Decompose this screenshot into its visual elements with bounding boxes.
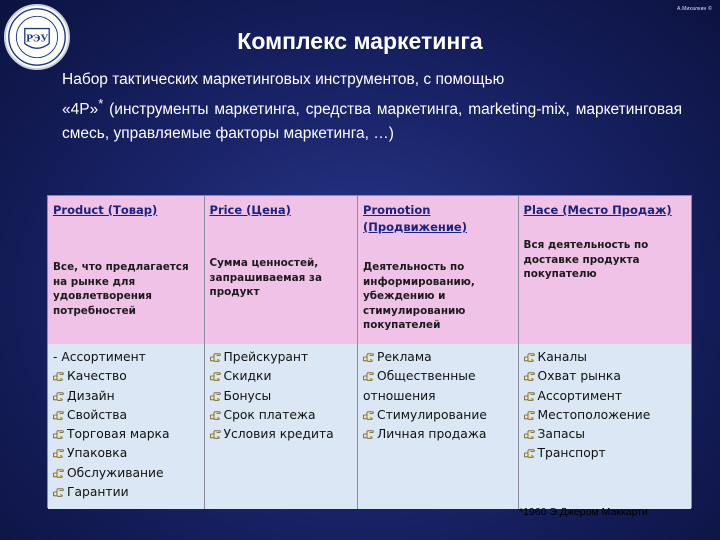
label-4p: «4P»	[62, 101, 99, 118]
list-item-label: Дизайн	[67, 388, 115, 403]
hand-pointer-icon	[210, 392, 221, 400]
col-product-header	[48, 196, 205, 344]
list-item	[524, 367, 687, 386]
hand-pointer-icon	[53, 430, 64, 438]
list-item-label: Срок платежа	[223, 407, 316, 422]
hand-pointer-icon	[53, 372, 64, 380]
list-item	[53, 464, 200, 483]
list-item	[363, 425, 514, 444]
col-description: Все, что предлагается на рынке для удовлетворения потребностей	[53, 261, 189, 317]
col-description: Вся деятельность по доставке продукта покупателю	[523, 239, 649, 280]
list-item	[210, 406, 354, 425]
author-label: А.Михалкин ©	[676, 6, 712, 12]
svg-text:РЭУ: РЭУ	[25, 33, 49, 45]
list-item	[210, 348, 354, 367]
list-item	[53, 367, 200, 386]
list-item	[53, 444, 200, 463]
hand-pointer-icon	[210, 353, 221, 361]
hand-pointer-icon	[210, 372, 221, 380]
list-item	[363, 406, 514, 425]
col-header: Promotion (Продвижение)	[363, 203, 467, 234]
list-item-label: Качество	[67, 369, 127, 384]
list-item	[363, 348, 514, 367]
intro-line2: (инструменты маркетинга, средства маркетинга, marketing-mix, маркетинговая смесь, управляемые факторы маркетинга, …)	[62, 101, 682, 142]
list-item-label: Прейскурант	[223, 350, 309, 364]
col-place-items	[519, 344, 691, 509]
hand-pointer-icon	[210, 411, 221, 419]
col-header: Place (Место Продаж)	[523, 203, 672, 217]
col-price-items	[205, 344, 359, 509]
hand-pointer-icon	[53, 392, 64, 400]
list-item-label: Охват рынка	[537, 369, 621, 384]
list-item	[524, 406, 687, 425]
list-item	[524, 348, 687, 367]
list-item-label: Ассортимент	[537, 388, 622, 403]
list-item-label: отношения	[363, 388, 436, 403]
list-item	[363, 387, 514, 406]
list-item-label: - Ассортимент	[53, 350, 146, 364]
hand-pointer-icon	[53, 411, 64, 419]
item-list	[53, 348, 200, 502]
header-row	[48, 196, 691, 344]
list-item-label: Бонусы	[223, 388, 272, 403]
items-row	[48, 344, 691, 509]
col-promotion-header	[358, 196, 519, 344]
list-item-label: Запасы	[537, 427, 585, 442]
col-price-header	[205, 196, 359, 344]
hand-pointer-icon	[524, 411, 535, 419]
hand-pointer-icon	[53, 449, 64, 457]
list-item-label: Реклама	[377, 350, 432, 364]
list-item-label: Каналы	[537, 350, 587, 364]
item-list	[363, 348, 514, 444]
hand-pointer-icon	[524, 449, 535, 457]
hand-pointer-icon	[53, 488, 64, 496]
list-item-label: Обслуживание	[67, 465, 164, 480]
list-item-label: Упаковка	[67, 446, 128, 461]
footnote: *1960 Э.Джером Маккарти	[519, 506, 648, 518]
col-place-header	[519, 196, 691, 344]
list-item	[363, 367, 514, 386]
list-item	[53, 425, 200, 444]
col-product-items	[48, 344, 205, 509]
hand-pointer-icon	[363, 430, 374, 438]
list-item-label: Гарантии	[67, 485, 129, 500]
hand-pointer-icon	[524, 353, 535, 361]
hand-pointer-icon	[524, 392, 535, 400]
hand-pointer-icon	[363, 411, 374, 419]
list-item-label: Транспорт	[537, 446, 606, 461]
list-item	[53, 387, 200, 406]
col-promotion-items	[358, 344, 519, 509]
list-item-label: Общественные	[377, 369, 476, 384]
intro-line1: Набор тактических маркетинговых инструментов, с помощью	[62, 71, 505, 88]
item-list	[210, 348, 354, 444]
hand-pointer-icon	[363, 372, 374, 380]
list-item	[53, 406, 200, 425]
list-item-label: Торговая марка	[67, 427, 170, 442]
list-item-label: Условия кредита	[223, 427, 334, 442]
hand-pointer-icon	[363, 353, 374, 361]
col-description: Сумма ценностей, запрашиваемая за продукт	[209, 257, 322, 298]
item-list	[524, 348, 687, 464]
hand-pointer-icon	[524, 372, 535, 380]
marketing-mix-table	[47, 195, 692, 508]
list-item-label: Местоположение	[537, 407, 651, 422]
list-item	[210, 367, 354, 386]
hand-pointer-icon	[524, 430, 535, 438]
hand-pointer-icon	[210, 430, 221, 438]
list-item	[210, 387, 354, 406]
list-item-label: Личная продажа	[377, 427, 487, 442]
page-title: Комплекс маркетинга	[237, 28, 483, 54]
list-item	[210, 425, 354, 444]
list-item	[524, 387, 687, 406]
list-item	[524, 444, 687, 463]
list-item-label: Свойства	[67, 407, 128, 422]
col-header: Product (Товар)	[53, 203, 158, 217]
list-item-label: Скидки	[223, 369, 272, 384]
list-item	[524, 425, 687, 444]
list-item	[53, 348, 200, 367]
asterisk: *	[98, 96, 104, 111]
col-description: Деятельность по информированию, убеждению и стимулированию покупателей	[363, 261, 475, 331]
intro-paragraph	[62, 68, 682, 146]
list-item	[53, 483, 200, 502]
col-header: Price (Цена)	[209, 203, 291, 217]
hand-pointer-icon	[53, 469, 64, 477]
list-item-label: Стимулирование	[377, 407, 487, 422]
